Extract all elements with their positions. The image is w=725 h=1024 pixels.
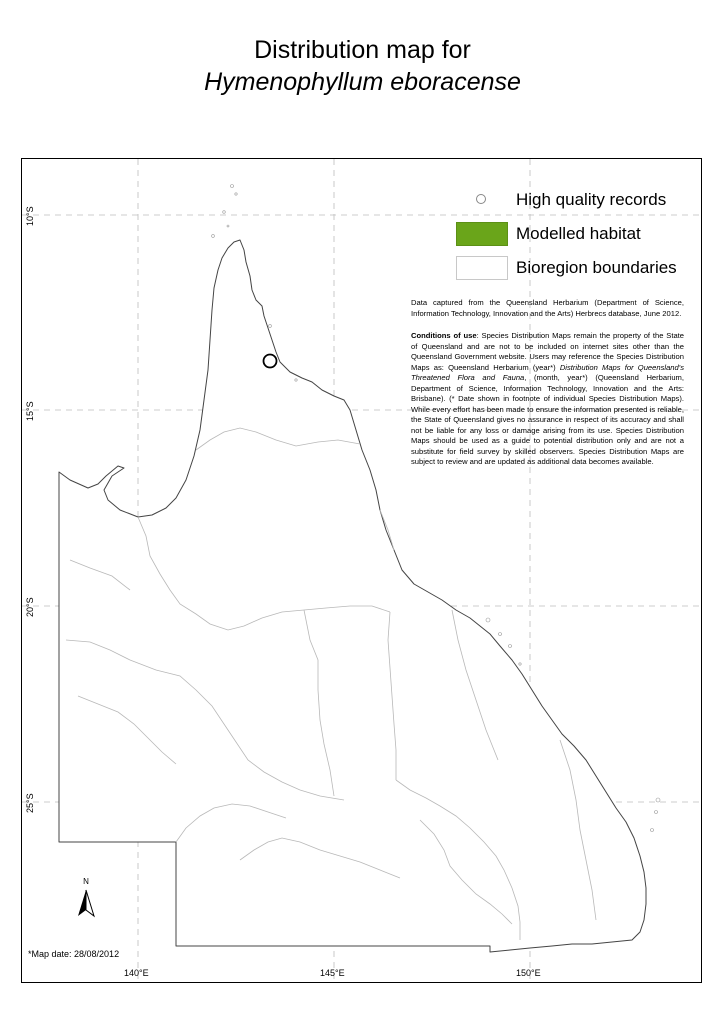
conditions-of-use xyxy=(411,331,684,468)
lat-label-25s: 25°S xyxy=(25,793,35,813)
conditions-label: Conditions of use xyxy=(411,331,477,340)
legend-label-high-quality: High quality records xyxy=(516,190,667,209)
data-source-note: Data captured from the Queensland Herbarium (Department of Science, Information Technology, Innovation and the Arts) Herbrecs database, June 2012. xyxy=(411,298,684,318)
legend-high-quality xyxy=(454,188,694,222)
legend-modelled-habitat xyxy=(454,222,694,256)
notes xyxy=(411,298,684,480)
legend-circle-symbol xyxy=(476,194,486,204)
legend-habitat-swatch xyxy=(456,222,508,246)
legend xyxy=(454,188,694,290)
lon-label-150e: 150°E xyxy=(516,968,541,978)
north-arrow xyxy=(75,876,97,920)
lon-label-145e: 145°E xyxy=(320,968,345,978)
lat-label-15s: 15°S xyxy=(25,401,35,421)
lon-label-140e: 140°E xyxy=(124,968,149,978)
title-line-1: Distribution map for xyxy=(254,36,471,64)
lat-label-20s: 20°S xyxy=(25,597,35,617)
north-arrow-icon xyxy=(75,876,97,920)
conditions-part-2: , (month, year*) (Queensland Herbarium, Department of Science, Information Technology, Innovation and the Arts: Brisbane). (* Date shown in footnote of individual Species Distribution Maps). While every effort has been made to ensure the information presented is reliable, the State of Queensland gives no assurance in respect of its accuracy and shall not be liable for any loss or damage arising from its use. Species Distribution Maps should be used as a guide to potential distribution only and are not a substitute for field survey by skilled observers. Species Distribution Maps are subject to review and are updated as additional data becomes available. xyxy=(411,373,684,466)
lat-label-10s: 10°S xyxy=(25,206,35,226)
north-label: N xyxy=(83,877,89,886)
map-date: *Map date: 28/08/2012 xyxy=(28,949,120,959)
legend-bioregion xyxy=(454,256,694,290)
legend-label-modelled-habitat: Modelled habitat xyxy=(516,224,641,243)
legend-bioregion-swatch xyxy=(456,256,508,280)
title-species-name: Hymenophyllum eboracense xyxy=(204,68,521,96)
conditions-part-1: : Species Distribution Maps remain the property of the State of Queensland and are not to be included on internet sites other than the Queensland Government website. Users may reference the Species Distribution Maps as: Queensland Herbarium (year*) xyxy=(411,331,684,372)
legend-label-bioregion: Bioregion boundaries xyxy=(516,258,677,277)
conditions-italic: Distribution Maps for Queensland's Threatened Flora and Fauna xyxy=(411,362,685,382)
